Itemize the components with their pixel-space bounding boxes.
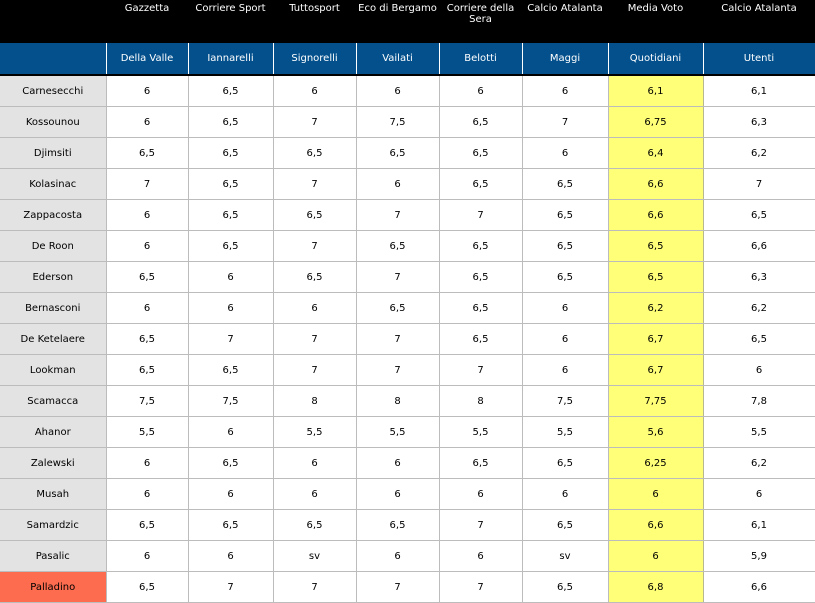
average-vote-cell: 6,4	[608, 138, 703, 169]
vote-cell: 6,5	[106, 355, 188, 386]
vote-cell: 6,1	[703, 75, 815, 107]
vote-cell: 6	[106, 293, 188, 324]
average-vote-cell: 5,6	[608, 417, 703, 448]
table-row	[0, 324, 815, 355]
vote-cell: 6,5	[188, 169, 273, 200]
vote-cell: 6,5	[703, 324, 815, 355]
vote-cell: 6,5	[439, 293, 522, 324]
corner-cell	[0, 0, 106, 43]
vote-cell: 6	[188, 262, 273, 293]
player-name: Lookman	[0, 355, 106, 386]
vote-cell: 6,5	[439, 324, 522, 355]
table-row	[0, 200, 815, 231]
table-row	[0, 293, 815, 324]
vote-cell: 6	[188, 293, 273, 324]
vote-cell: 6	[439, 479, 522, 510]
average-vote-cell: 6,6	[608, 200, 703, 231]
vote-cell: 6	[356, 75, 439, 107]
average-vote-cell: 6,1	[608, 75, 703, 107]
vote-cell: 6	[106, 200, 188, 231]
vote-cell: sv	[273, 541, 356, 572]
average-vote-cell: 6,7	[608, 324, 703, 355]
vote-cell: 6,5	[356, 293, 439, 324]
vote-cell: 6	[106, 479, 188, 510]
vote-cell: 6,5	[439, 107, 522, 138]
source-header-row	[0, 0, 815, 43]
author-header: Vailati	[356, 43, 439, 75]
player-name: Palladino	[0, 572, 106, 603]
source-header: Calcio Atalanta	[703, 0, 815, 43]
vote-cell: 6,5	[522, 169, 608, 200]
vote-cell: 6	[522, 355, 608, 386]
vote-cell: 6	[522, 75, 608, 107]
vote-cell: 5,5	[273, 417, 356, 448]
vote-cell: 7	[439, 200, 522, 231]
vote-cell: 6,5	[522, 510, 608, 541]
average-vote-cell: 6,2	[608, 293, 703, 324]
vote-cell: 7	[703, 169, 815, 200]
average-vote-cell: 6,5	[608, 231, 703, 262]
vote-cell: 6,5	[273, 262, 356, 293]
vote-cell: 6,5	[188, 75, 273, 107]
vote-cell: 6,5	[356, 138, 439, 169]
vote-cell: 6,5	[439, 169, 522, 200]
vote-cell: 7	[356, 572, 439, 603]
source-header: Media Voto	[608, 0, 703, 43]
author-header-row	[0, 43, 815, 75]
vote-cell: 6,5	[522, 231, 608, 262]
vote-cell: 6	[439, 75, 522, 107]
vote-cell: 6	[188, 541, 273, 572]
source-header: Eco di Bergamo	[356, 0, 439, 43]
vote-cell: 7,5	[356, 107, 439, 138]
player-name: Scamacca	[0, 386, 106, 417]
ratings-body	[0, 75, 815, 603]
vote-cell: 7	[522, 107, 608, 138]
vote-cell: 5,5	[439, 417, 522, 448]
vote-cell: 6,5	[356, 231, 439, 262]
average-vote-cell: 6,6	[608, 510, 703, 541]
table-row	[0, 448, 815, 479]
vote-cell: 6,5	[273, 510, 356, 541]
vote-cell: 6,5	[522, 572, 608, 603]
author-header: Utenti	[703, 43, 815, 75]
player-name: Kolasinac	[0, 169, 106, 200]
source-header: Gazzetta	[106, 0, 188, 43]
vote-cell: 6	[273, 293, 356, 324]
vote-cell: 6	[106, 231, 188, 262]
author-header: Della Valle	[106, 43, 188, 75]
vote-cell: 6	[106, 448, 188, 479]
vote-cell: 7	[439, 510, 522, 541]
player-name: De Roon	[0, 231, 106, 262]
vote-cell: 6	[106, 541, 188, 572]
table-row	[0, 262, 815, 293]
vote-cell: 6	[188, 479, 273, 510]
table-row	[0, 386, 815, 417]
vote-cell: 6	[106, 107, 188, 138]
vote-cell: 6,5	[188, 200, 273, 231]
vote-cell: 6,5	[106, 510, 188, 541]
vote-cell: 6,5	[703, 200, 815, 231]
player-name: Ahanor	[0, 417, 106, 448]
average-vote-cell: 6,8	[608, 572, 703, 603]
average-vote-cell: 7,75	[608, 386, 703, 417]
vote-cell: 6,5	[188, 231, 273, 262]
source-header: Corriere della Sera	[439, 0, 522, 43]
vote-cell: 7	[356, 324, 439, 355]
table-row	[0, 231, 815, 262]
author-header: Quotidiani	[608, 43, 703, 75]
vote-cell: 6	[273, 448, 356, 479]
source-header: Corriere Sport	[188, 0, 273, 43]
source-header: Tuttosport	[273, 0, 356, 43]
vote-cell: 6,5	[106, 138, 188, 169]
vote-cell: 7	[273, 169, 356, 200]
table-row	[0, 107, 815, 138]
vote-cell: 6	[188, 417, 273, 448]
table-row	[0, 510, 815, 541]
vote-cell: 7	[273, 355, 356, 386]
vote-cell: 5,5	[703, 417, 815, 448]
vote-cell: 6,5	[522, 262, 608, 293]
vote-cell: sv	[522, 541, 608, 572]
player-name: Pasalic	[0, 541, 106, 572]
vote-cell: 5,9	[703, 541, 815, 572]
author-header: Signorelli	[273, 43, 356, 75]
vote-cell: 7	[273, 324, 356, 355]
vote-cell: 6,5	[439, 448, 522, 479]
table-row	[0, 75, 815, 107]
vote-cell: 6,5	[188, 138, 273, 169]
vote-cell: 6	[522, 138, 608, 169]
average-vote-cell: 6,7	[608, 355, 703, 386]
vote-cell: 6,5	[106, 572, 188, 603]
vote-cell: 6	[356, 448, 439, 479]
vote-cell: 7	[356, 200, 439, 231]
table-row	[0, 479, 815, 510]
vote-cell: 6	[356, 169, 439, 200]
vote-cell: 6,5	[188, 448, 273, 479]
average-vote-cell: 6,6	[608, 169, 703, 200]
table-row	[0, 138, 815, 169]
table-row	[0, 572, 815, 603]
vote-cell: 6,6	[703, 572, 815, 603]
player-name: Djimsiti	[0, 138, 106, 169]
table-row	[0, 417, 815, 448]
vote-cell: 6,5	[188, 510, 273, 541]
vote-cell: 6,1	[703, 510, 815, 541]
vote-cell: 6	[522, 324, 608, 355]
table-row	[0, 541, 815, 572]
average-vote-cell: 6	[608, 541, 703, 572]
vote-cell: 6,5	[356, 510, 439, 541]
vote-cell: 6,5	[273, 138, 356, 169]
vote-cell: 6	[439, 541, 522, 572]
vote-cell: 6,5	[106, 262, 188, 293]
vote-cell: 6,3	[703, 107, 815, 138]
vote-cell: 6	[356, 479, 439, 510]
average-vote-cell: 6	[608, 479, 703, 510]
author-header: Maggi	[522, 43, 608, 75]
vote-cell: 7	[106, 169, 188, 200]
vote-cell: 6,5	[439, 262, 522, 293]
vote-cell: 7,5	[522, 386, 608, 417]
vote-cell: 6	[106, 75, 188, 107]
vote-cell: 6,3	[703, 262, 815, 293]
table-row	[0, 169, 815, 200]
vote-cell: 6,5	[188, 355, 273, 386]
player-name: De Ketelaere	[0, 324, 106, 355]
corner-cell	[0, 43, 106, 75]
author-header: Iannarelli	[188, 43, 273, 75]
vote-cell: 6,5	[522, 448, 608, 479]
vote-cell: 6,5	[273, 200, 356, 231]
vote-cell: 5,5	[522, 417, 608, 448]
vote-cell: 7	[273, 231, 356, 262]
player-name: Samardzic	[0, 510, 106, 541]
vote-cell: 7	[188, 324, 273, 355]
vote-cell: 6	[522, 479, 608, 510]
vote-cell: 6,5	[522, 200, 608, 231]
vote-cell: 5,5	[106, 417, 188, 448]
vote-cell: 8	[356, 386, 439, 417]
vote-cell: 7,5	[188, 386, 273, 417]
author-header: Belotti	[439, 43, 522, 75]
vote-cell: 7	[273, 107, 356, 138]
player-name: Carnesecchi	[0, 75, 106, 107]
average-vote-cell: 6,75	[608, 107, 703, 138]
vote-cell: 6	[273, 75, 356, 107]
average-vote-cell: 6,5	[608, 262, 703, 293]
player-name: Bernasconi	[0, 293, 106, 324]
vote-cell: 7,8	[703, 386, 815, 417]
source-header: Calcio Atalanta	[522, 0, 608, 43]
vote-cell: 7	[188, 572, 273, 603]
vote-cell: 7	[439, 572, 522, 603]
vote-cell: 6,2	[703, 138, 815, 169]
average-vote-cell: 6,25	[608, 448, 703, 479]
vote-cell: 7	[356, 355, 439, 386]
vote-cell: 6,5	[188, 107, 273, 138]
vote-cell: 6,5	[106, 324, 188, 355]
vote-cell: 6,5	[439, 138, 522, 169]
vote-cell: 6	[356, 541, 439, 572]
vote-cell: 6	[703, 355, 815, 386]
vote-cell: 6,2	[703, 448, 815, 479]
vote-cell: 8	[273, 386, 356, 417]
vote-cell: 6,6	[703, 231, 815, 262]
vote-cell: 6	[522, 293, 608, 324]
table-row	[0, 355, 815, 386]
vote-cell: 6,5	[439, 231, 522, 262]
vote-cell: 7	[439, 355, 522, 386]
vote-cell: 5,5	[356, 417, 439, 448]
vote-cell: 7,5	[106, 386, 188, 417]
player-name: Ederson	[0, 262, 106, 293]
player-name: Musah	[0, 479, 106, 510]
vote-cell: 6	[273, 479, 356, 510]
vote-cell: 6,2	[703, 293, 815, 324]
vote-cell: 6	[703, 479, 815, 510]
vote-cell: 8	[439, 386, 522, 417]
player-name: Zappacosta	[0, 200, 106, 231]
player-name: Zalewski	[0, 448, 106, 479]
vote-cell: 7	[356, 262, 439, 293]
vote-cell: 7	[273, 572, 356, 603]
player-name: Kossounou	[0, 107, 106, 138]
